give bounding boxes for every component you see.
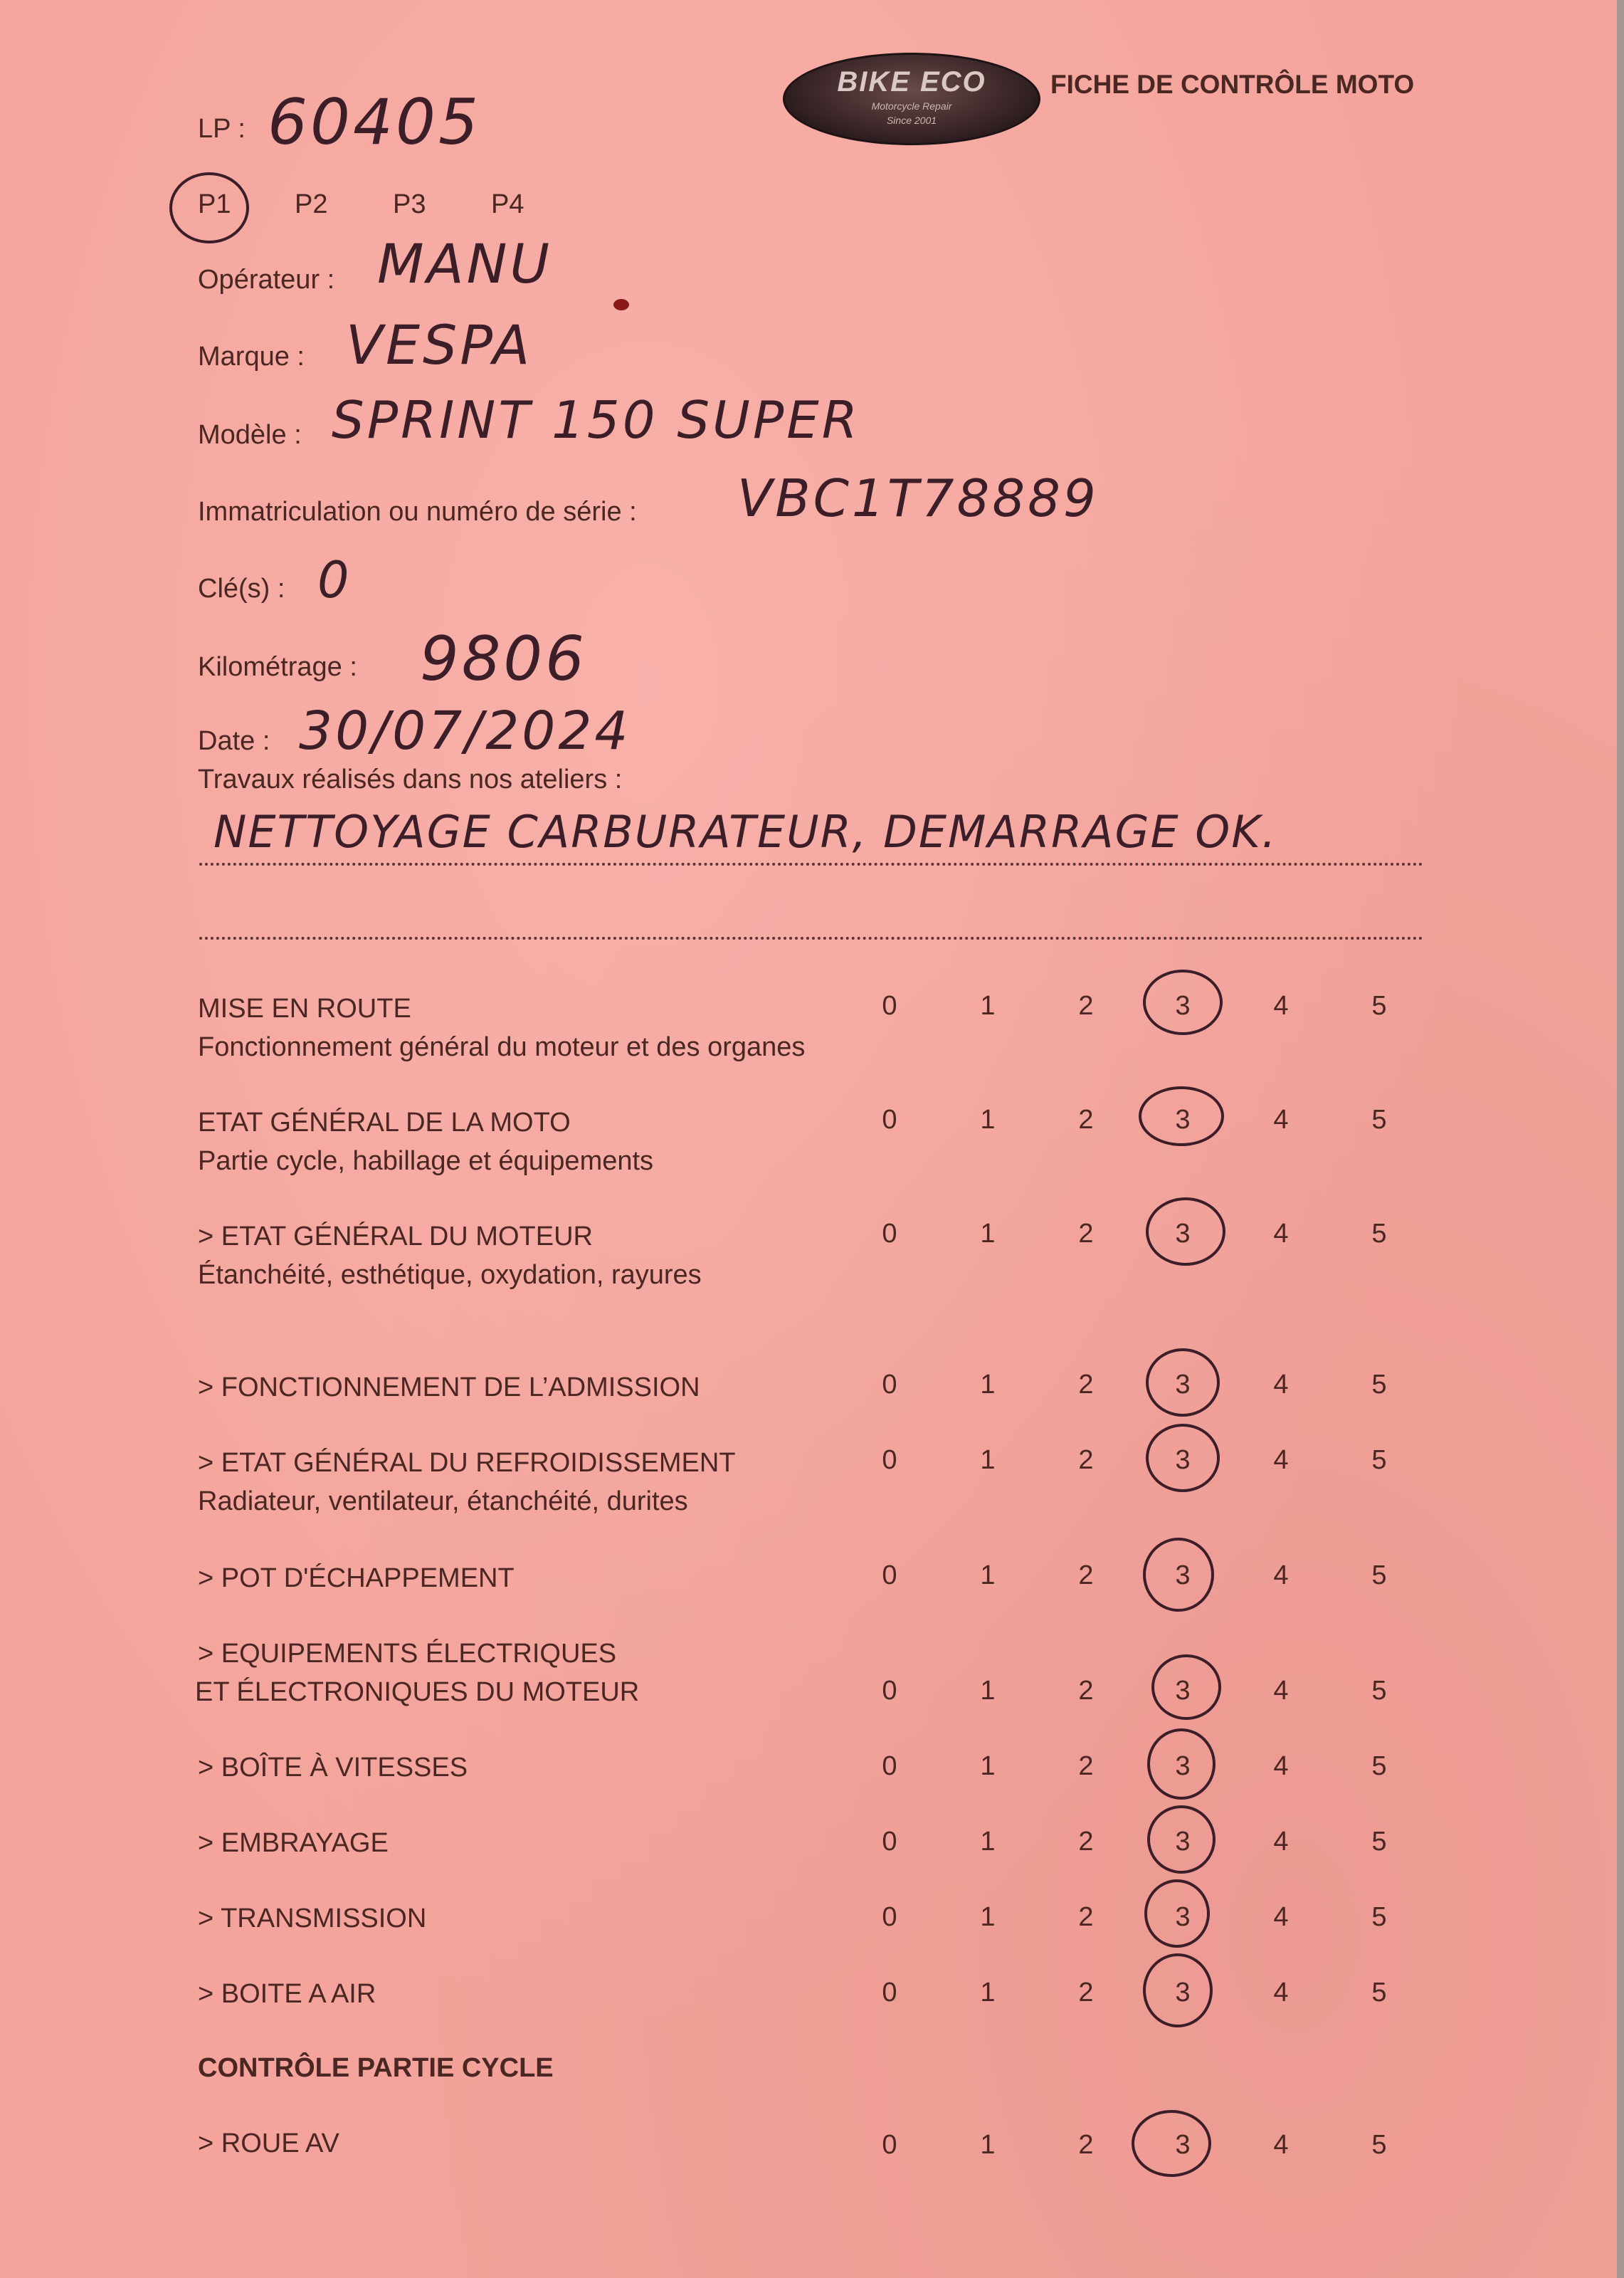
score-4: 4 [1273,1105,1289,1135]
date-value: 30/07/2024 [299,700,631,762]
score-1: 1 [980,2130,996,2160]
immat-label: Immatriculation ou numéro de série : [198,497,637,527]
score-1: 1 [980,1902,996,1932]
score-3: 3 [1175,1978,1191,2007]
score-5: 5 [1371,1676,1387,1706]
score-3: 3 [1175,1105,1191,1135]
check-title: > ETAT GÉNÉRAL DU REFROIDISSEMENT [198,1448,736,1478]
selected-score-circle [1147,1728,1216,1800]
score-2: 2 [1078,1445,1094,1475]
position-p4: P4 [491,189,524,219]
score-5: 5 [1371,1445,1387,1475]
score-1: 1 [980,1751,996,1781]
score-0: 0 [882,1370,897,1400]
lp-value: 60405 [268,85,481,159]
score-4: 4 [1273,991,1289,1021]
check-title-line2: ET ÉLECTRONIQUES DU MOTEUR [195,1677,640,1707]
travaux-line-1 [199,863,1423,866]
score-2: 2 [1078,1902,1094,1932]
score-1: 1 [980,1827,996,1857]
section-cycle-title: CONTRÔLE PARTIE CYCLE [198,2053,554,2083]
score-2: 2 [1078,1978,1094,2007]
score-4: 4 [1273,1560,1289,1590]
score-4: 4 [1273,1676,1289,1706]
bike-eco-logo [783,53,1040,145]
travaux-line-2 [199,937,1423,940]
score-0: 0 [882,1978,897,2007]
score-2: 2 [1078,1827,1094,1857]
score-0: 0 [882,1902,897,1932]
position-p3: P3 [393,189,426,219]
score-5: 5 [1371,1902,1387,1932]
score-1: 1 [980,1560,996,1590]
check-title: > BOÎTE À VITESSES [198,1753,468,1783]
score-1: 1 [980,1445,996,1475]
check-title: > ROUE AV [198,2129,339,2158]
position-p2: P2 [295,189,328,219]
score-3: 3 [1175,1219,1191,1249]
score-5: 5 [1371,1978,1387,2007]
score-3: 3 [1175,1445,1191,1475]
score-5: 5 [1371,2130,1387,2160]
score-0: 0 [882,1676,897,1706]
score-2: 2 [1078,1105,1094,1135]
score-4: 4 [1273,1370,1289,1400]
ink-spot [613,299,629,310]
selected-score-circle [1143,1953,1213,2027]
check-subtitle: Fonctionnement général du moteur et des organes [198,1032,806,1062]
score-2: 2 [1078,1751,1094,1781]
score-3: 3 [1175,2130,1191,2160]
selected-score-circle [1139,1086,1224,1146]
score-3: 3 [1175,1751,1191,1781]
score-1: 1 [980,1219,996,1249]
score-1: 1 [980,1676,996,1706]
position-p1: P1 [198,189,231,219]
check-subtitle: Partie cycle, habillage et équipements [198,1146,654,1176]
selected-score-circle [1143,970,1223,1035]
score-3: 3 [1175,1370,1191,1400]
score-5: 5 [1371,1827,1387,1857]
score-4: 4 [1273,1445,1289,1475]
selected-score-circle [1144,1879,1210,1948]
check-title: > TRANSMISSION [198,1904,427,1933]
score-1: 1 [980,991,996,1021]
cles-value: 0 [317,551,352,609]
km-value: 9806 [420,624,587,695]
score-0: 0 [882,2130,897,2160]
logo-since: Since 2001 [886,115,937,126]
selected-score-circle [1146,1197,1225,1266]
immat-value: VBC1T78889 [737,468,1099,528]
check-subtitle: Radiateur, ventilateur, étanchéité, durites [198,1486,688,1516]
sheet-title: FICHE DE CONTRÔLE MOTO [1050,70,1415,99]
score-5: 5 [1371,1370,1387,1400]
km-label: Kilométrage : [198,652,357,682]
selected-score-circle [1151,1654,1221,1720]
check-title: ETAT GÉNÉRAL DE LA MOTO [198,1108,571,1138]
check-title: > BOITE A AIR [198,1979,376,2009]
selected-score-circle [1143,1538,1214,1612]
score-2: 2 [1078,991,1094,1021]
score-4: 4 [1273,1902,1289,1932]
score-5: 5 [1371,991,1387,1021]
check-subtitle: Étanchéité, esthétique, oxydation, rayures [198,1260,702,1290]
score-4: 4 [1273,1219,1289,1249]
score-0: 0 [882,1219,897,1249]
operateur-value: MANU [377,232,553,295]
date-label: Date : [198,726,270,756]
selected-score-circle [1132,2110,1211,2177]
score-3: 3 [1175,1827,1191,1857]
check-title: > POT D'ÉCHAPPEMENT [198,1563,515,1593]
score-5: 5 [1371,1560,1387,1590]
score-2: 2 [1078,1560,1094,1590]
score-0: 0 [882,1105,897,1135]
check-title: > EMBRAYAGE [198,1828,389,1858]
score-0: 0 [882,1560,897,1590]
score-2: 2 [1078,1676,1094,1706]
score-4: 4 [1273,1827,1289,1857]
marque-label: Marque : [198,342,305,372]
cles-label: Clé(s) : [198,574,285,604]
check-title: > ETAT GÉNÉRAL DU MOTEUR [198,1222,593,1251]
lp-label: LP : [198,114,246,144]
score-2: 2 [1078,2130,1094,2160]
score-0: 0 [882,1445,897,1475]
marque-value: VESPA [346,313,533,377]
score-3: 3 [1175,1676,1191,1706]
score-1: 1 [980,1105,996,1135]
score-0: 0 [882,1827,897,1857]
operateur-label: Opérateur : [198,265,335,295]
score-1: 1 [980,1370,996,1400]
modele-label: Modèle : [198,420,302,450]
score-0: 0 [882,1751,897,1781]
logo-tagline: Motorcycle Repair [871,100,952,112]
score-5: 5 [1371,1219,1387,1249]
score-5: 5 [1371,1105,1387,1135]
score-3: 3 [1175,1902,1191,1932]
check-title: > EQUIPEMENTS ÉLECTRIQUES [198,1639,617,1669]
selected-score-circle [1146,1424,1220,1492]
score-4: 4 [1273,1751,1289,1781]
score-4: 4 [1273,2130,1289,2160]
score-0: 0 [882,991,897,1021]
score-4: 4 [1273,1978,1289,2007]
score-2: 2 [1078,1370,1094,1400]
score-2: 2 [1078,1219,1094,1249]
score-3: 3 [1175,1560,1191,1590]
travaux-value: NETTOYAGE CARBURATEUR, DEMARRAGE OK. [213,806,1277,858]
score-3: 3 [1175,991,1191,1021]
modele-value: SPRINT 150 SUPER [332,390,860,450]
check-title: > FONCTIONNEMENT DE L’ADMISSION [198,1372,700,1402]
selected-score-circle [1146,1348,1220,1417]
check-title: MISE EN ROUTE [198,994,411,1024]
score-5: 5 [1371,1751,1387,1781]
logo-text: BIKE ECO [837,66,986,98]
score-1: 1 [980,1978,996,2007]
travaux-label: Travaux réalisés dans nos ateliers : [198,765,623,794]
selected-score-circle [1147,1805,1216,1874]
